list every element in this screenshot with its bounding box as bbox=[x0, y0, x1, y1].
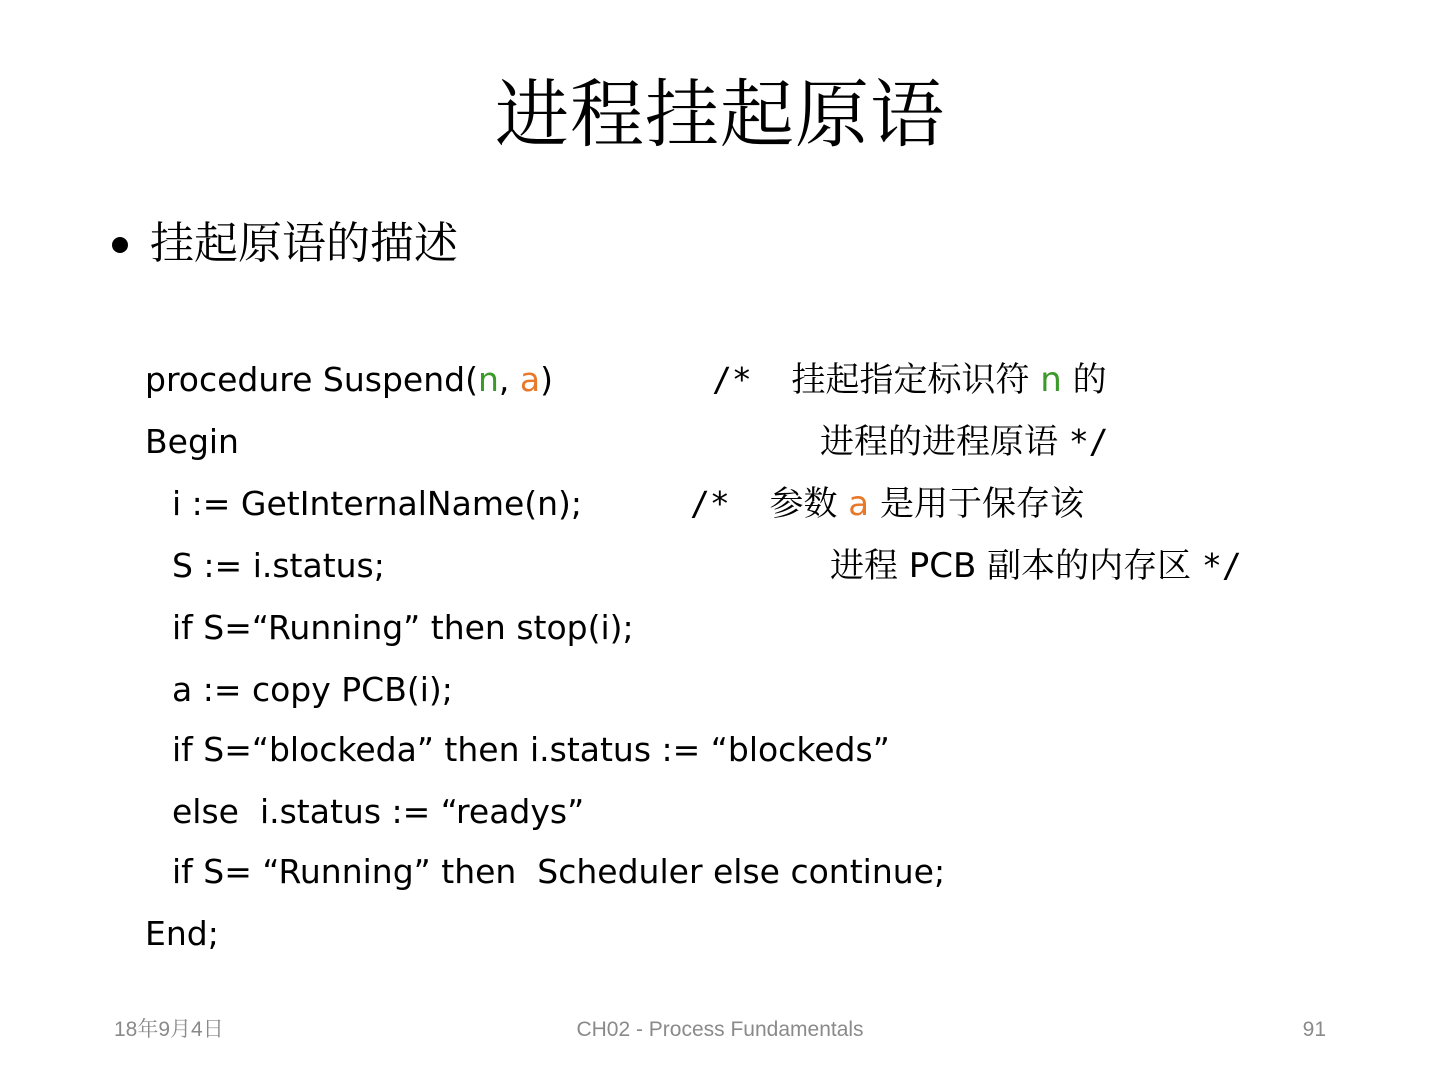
footer-page-number: 91 bbox=[1302, 1018, 1326, 1041]
code-line-if-blocked: if S=“blockeda” then i.status := “blockeds” bbox=[172, 730, 890, 769]
bullet-item bbox=[112, 214, 458, 274]
comment-line-2 bbox=[820, 422, 1109, 462]
code-procedure-suffix: ) bbox=[540, 360, 553, 399]
comment-tail: 是用于保存该 bbox=[869, 484, 1084, 524]
code-arg-n: n bbox=[477, 360, 499, 399]
bullet-dot-icon bbox=[112, 237, 128, 253]
comment-var-n: n bbox=[1040, 360, 1062, 400]
code-line-end: End; bbox=[145, 914, 219, 953]
code-line-procedure bbox=[145, 360, 553, 400]
comment-close: */ bbox=[1068, 422, 1109, 461]
comment-text: 挂起指定标识符 bbox=[791, 360, 1041, 400]
code-line-begin: Begin bbox=[145, 422, 239, 461]
comment-var-a: a bbox=[848, 484, 870, 524]
comment-open: /* bbox=[690, 484, 770, 523]
comment-text: 进程 PCB 副本的内存区 bbox=[830, 546, 1202, 586]
footer-date: 18年9月4日 bbox=[114, 1018, 224, 1041]
code-arg-a: a bbox=[519, 360, 541, 399]
slide-title: 进程挂起原语 bbox=[495, 72, 945, 158]
comment-text: 参数 bbox=[769, 484, 849, 524]
bullet-text: 挂起原语的描述 bbox=[150, 218, 458, 269]
comment-text: 进程的进程原语 bbox=[820, 422, 1069, 462]
comment-line-1 bbox=[712, 360, 1107, 400]
code-line-if-running: if S=“Running” then stop(i); bbox=[172, 608, 634, 647]
code-line-status: S := i.status; bbox=[172, 546, 385, 585]
code-arg-sep: , bbox=[498, 360, 520, 399]
code-line-getname: i := GetInternalName(n); bbox=[172, 484, 583, 523]
code-line-scheduler: if S= “Running” then Scheduler else continue; bbox=[172, 852, 946, 891]
comment-tail: 的 bbox=[1061, 360, 1107, 400]
code-procedure-prefix: procedure Suspend( bbox=[145, 360, 478, 399]
comment-line-3 bbox=[690, 484, 1084, 524]
comment-close: */ bbox=[1202, 546, 1242, 585]
code-line-else: else i.status := “readys” bbox=[172, 792, 585, 831]
footer-course: CH02 - Process Fundamentals bbox=[576, 1018, 864, 1041]
code-line-copy-pcb: a := copy PCB(i); bbox=[172, 670, 453, 709]
comment-open: /* bbox=[712, 360, 792, 399]
comment-line-4 bbox=[830, 546, 1242, 586]
